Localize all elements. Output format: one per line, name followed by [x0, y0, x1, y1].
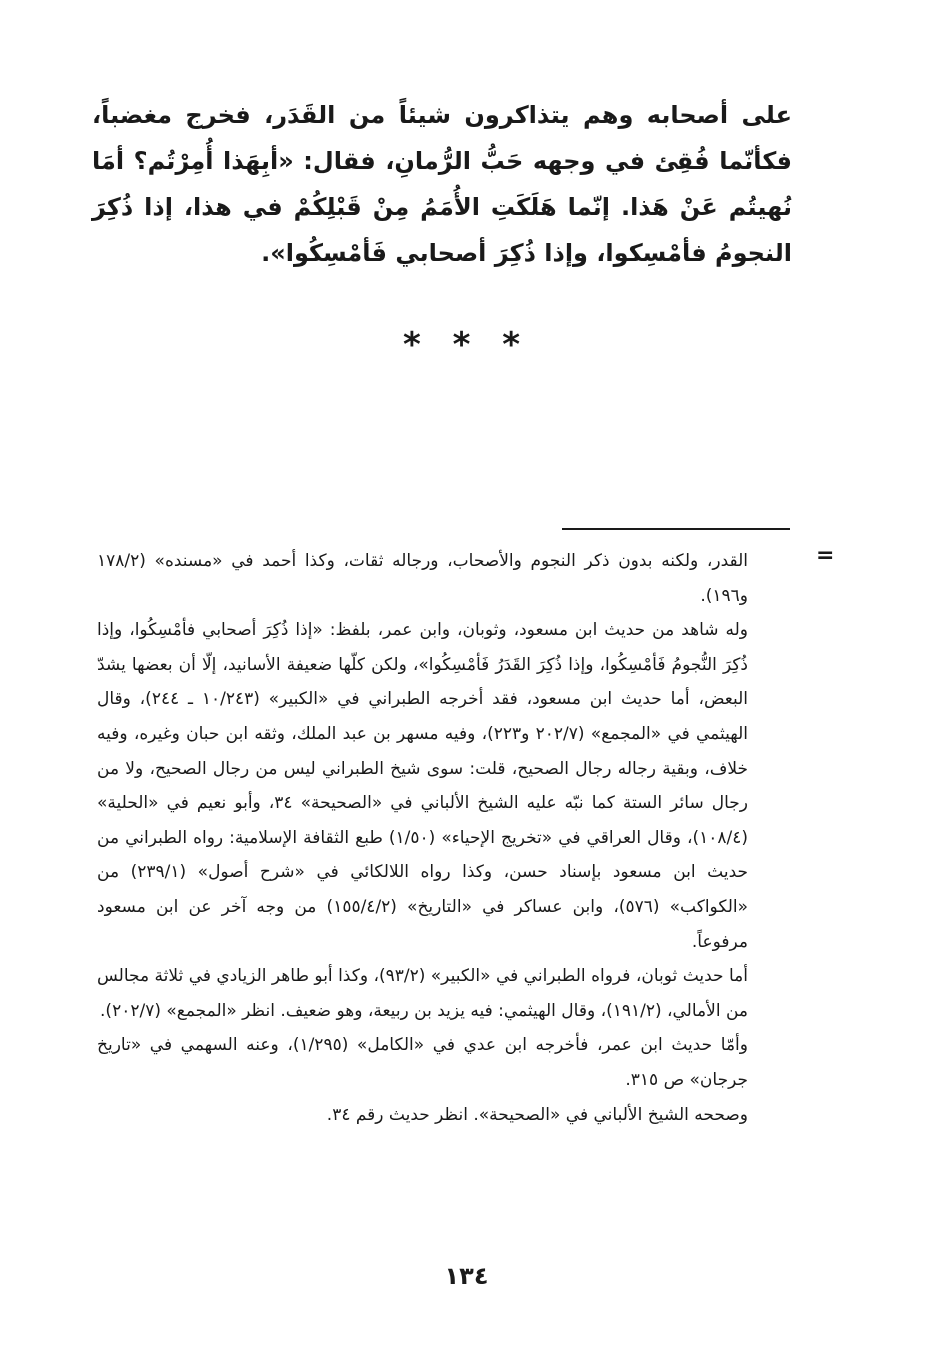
main-text-block: [92, 92, 792, 276]
main-paragraph: على أصحابه وهم يتذاكرون شيئاً من القَدَر، فخرج مغضباً، فكأنّما فُقِئ في وجهه حَبُّ الرُّمانِ، فقال: «أبِهَذا أُمِرْتُم؟ أمَا نُهيتُم عَنْ هَذا. إنّما هَلَكَتِ الأُمَمُ مِنْ قَبْلِكُمْ في هذا، إذا ذُكِرَ النجومُ فأمْسِكوا، وإذا ذُكِرَ أصحابي فَأمْسِكُوا».: [92, 101, 792, 267]
footnote-paragraph: وأمّا حديث ابن عمر، فأخرجه ابن عدي في «الكامل» (١/٢٩٥)، وعنه السهمي في «تاريخ جرجان» ص ٣١٥.: [97, 1035, 748, 1090]
section-separator: * * *: [402, 325, 530, 365]
page-number: ١٣٤: [444, 1262, 489, 1290]
footnote-divider: [562, 528, 790, 530]
footnote-paragraph: وصححه الشيخ الألباني في «الصحيحة». انظر حديث رقم ٣٤.: [326, 1104, 748, 1125]
footnote-paragraph: وله شاهد من حديث ابن مسعود، وثوبان، وابن عمر، بلفظ: «إذا ذُكِرَ أصحابي فأمْسِكُوا، وإذا ذُكِرَ النُّجومُ فَأمْسِكُوا، وإذا ذُكِرَ القَدَرُ فَأمْسِكُوا»، ولكن كلّها ضعيفة الأسانيد، إلّا أن بعضها يشدّ البعض، أما حديث ابن مسعود، فقد أخرجه الطبراني في «الكبير» (١٠/٢٤٣ ـ ٢٤٤)، وقال الهيثمي في «المجمع» (٢٠٢/٧ و٢٢٣)، وفيه مسهر بن عبد الملك، وثقه ابن حبان وغيره، وفيه خلاف، وبقية رجاله رجال الصحيح، قلت: سوى شيخ الطبراني ليس من رجال الصحيح، ولا من رجال سائر الستة كما نبّه عليه الشيخ الألباني في «الصحيحة» ٣٤، وأبو نعيم في «الحلية» (١٠٨/٤)، وقال العراقي في «تخريج الإحياء» (١/٥٠) طبع الثقافة الإسلامية: رواه الطبراني من حديث ابن مسعود بإسناد حسن، وكذا رواه اللالكائي في «شرح أصول» (٢٣٩/١) من «الكواكب» (٥٧٦)، وابن عساكر في «التاريخ» (١٥٥/٤/٢) من وجه آخر عن ابن مسعود مرفوعاً.: [97, 620, 749, 952]
footnote-continuation-mark: =: [816, 543, 835, 568]
footnote-paragraph: القدر، ولكنه بدون ذكر النجوم والأصحاب، ورجاله ثقات، وكذا أحمد في «مسنده» (١٧٨/٢ و١٩٦).: [97, 551, 748, 606]
footnotes-block: [97, 544, 748, 1132]
footnote-paragraph: أما حديث ثوبان، فرواه الطبراني في «الكبير» (٩٣/٢)، وكذا أبو طاهر الزيادي في ثلاثة مجالس من الأمالي، (١٩١/٢)، وقال الهيثمي: فيه يزيد بن ربيعة، وهو ضعيف. انظر «المجمع» (٢٠٢/٧).: [97, 966, 748, 1021]
